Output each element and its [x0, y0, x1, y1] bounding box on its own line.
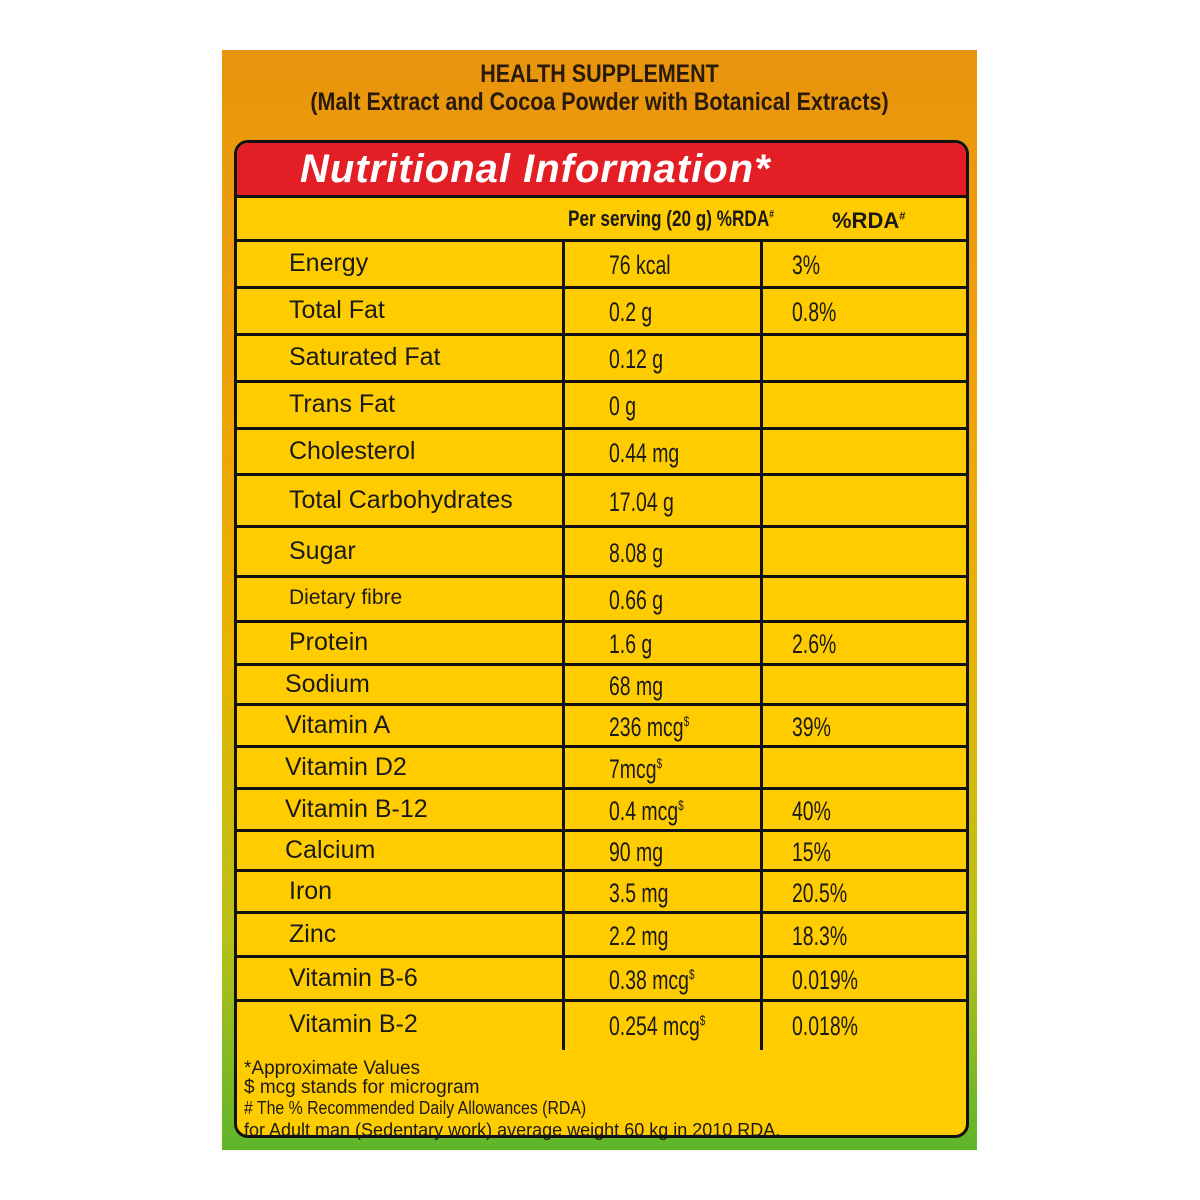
nutrient-rda: 0.019%: [792, 965, 858, 995]
nutrient-rda: 39%: [792, 712, 831, 742]
nutrient-value: [609, 921, 668, 952]
nutrient-rda: 18.3%: [792, 921, 848, 951]
column-divider-1: [562, 242, 565, 1050]
nutrient-value-mark: $: [688, 966, 695, 982]
nutrient-value-text: 0 g: [609, 391, 637, 421]
nutrient-row: [237, 872, 966, 914]
nutrition-title: Nutritional Information*: [300, 147, 771, 191]
nutrient-value-text: 2.2 mg: [609, 921, 669, 951]
nutrient-row: [237, 242, 966, 289]
nutrient-row: [237, 666, 966, 706]
footnote-rda: # The % Recommended Daily Allowances (RDA): [244, 1098, 587, 1118]
nutrient-value-text: 0.4 mcg: [609, 796, 679, 826]
nutrition-title-bar: [237, 143, 966, 198]
nutrient-rda: 15%: [792, 837, 831, 867]
nutrient-row: [237, 578, 966, 623]
nutrient-value: [609, 250, 671, 281]
nutrient-row: [237, 748, 966, 790]
supplement-heading: HEALTH SUPPLEMENT: [480, 60, 719, 88]
nutrient-name: Total Fat: [289, 296, 385, 324]
column-header-rda: [832, 208, 905, 234]
nutrient-value-text: 1.6 g: [609, 629, 653, 659]
nutrient-row: [237, 914, 966, 958]
nutrient-rda: 0.8%: [792, 297, 837, 327]
nutrient-value: [609, 965, 695, 996]
nutrient-value-text: 0.254 mcg: [609, 1011, 700, 1041]
nutrient-name: Zinc: [289, 920, 337, 948]
nutrient-value-text: 0.66 g: [609, 585, 664, 615]
nutrient-value-text: 3.5 mg: [609, 878, 669, 908]
nutrient-value: [609, 878, 668, 909]
nutrient-row: [237, 476, 966, 528]
nutrient-row: [237, 528, 966, 578]
nutrient-row: [237, 383, 966, 430]
nutrient-value: [609, 796, 684, 827]
nutrient-value: [609, 712, 689, 743]
footnote-mcg: $ mcg stands for microgram: [244, 1077, 480, 1098]
nutrient-rda: 20.5%: [792, 878, 848, 908]
nutrient-value-text: 90 mg: [609, 837, 664, 867]
nutrient-name: Trans Fat: [289, 390, 396, 418]
nutrient-name: Vitamin A: [285, 711, 391, 739]
nutrient-name: Total Carbohydrates: [289, 486, 513, 514]
nutrient-value: [609, 837, 663, 868]
nutrient-value-text: 8.08 g: [609, 538, 664, 568]
nutrient-value-text: 17.04 g: [609, 487, 674, 517]
nutrient-name: Iron: [289, 877, 333, 905]
nutrient-value-text: 76 kcal: [609, 250, 671, 280]
column-divider-2: [760, 242, 763, 1050]
nutrient-row: [237, 336, 966, 383]
nutrient-value-text: 0.2 g: [609, 297, 653, 327]
footnote-approximate: *Approximate Values: [244, 1058, 421, 1079]
nutrient-name: Protein: [289, 628, 369, 656]
nutrient-rda: 2.6%: [792, 629, 837, 659]
nutrient-rda: 3%: [792, 250, 821, 280]
nutrient-value-text: 68 mg: [609, 671, 664, 701]
nutrient-value: [609, 629, 652, 660]
nutrient-rda: 0.018%: [792, 1011, 858, 1041]
nutrient-row: [237, 1002, 966, 1050]
nutrient-value: [609, 297, 652, 328]
nutrient-name: Vitamin B-6: [289, 964, 418, 992]
nutrient-name: Vitamin D2: [285, 753, 407, 781]
column-header-serving-mark: #: [769, 208, 774, 221]
nutrient-row: [237, 706, 966, 748]
nutrition-label-panel: [222, 50, 977, 1150]
nutrient-value-mark: $: [699, 1012, 706, 1028]
nutrient-value-text: 236 mcg: [609, 712, 684, 742]
nutrient-value: [609, 344, 663, 375]
nutrient-value: [609, 671, 663, 702]
nutrient-row: [237, 430, 966, 476]
footnote-basis: for Adult man (Sedentary work) average weight 60 kg in 2010 RDA.: [244, 1120, 781, 1140]
nutrient-value: [609, 487, 674, 518]
column-header-rda-text: %RDA: [832, 208, 900, 233]
nutrient-name: Sodium: [285, 670, 370, 698]
nutrient-name: Vitamin B-2: [289, 1010, 418, 1038]
nutrition-table: [234, 140, 969, 1138]
nutrient-name: Dietary fibre: [289, 586, 403, 609]
nutrient-value: [609, 438, 679, 469]
supplement-subheading: (Malt Extract and Cocoa Powder with Botanical Extracts): [310, 88, 889, 116]
nutrient-value-mark: $: [656, 755, 663, 771]
nutrient-value-mark: $: [683, 713, 690, 729]
nutrient-name: Sugar: [289, 537, 356, 565]
nutrient-value: [609, 585, 663, 616]
nutrient-row: [237, 832, 966, 872]
nutrient-name: Saturated Fat: [289, 343, 441, 371]
nutrient-value-text: 0.44 mg: [609, 438, 680, 468]
column-header-rda-mark: #: [899, 210, 906, 223]
nutrient-value-text: 7mcg: [609, 754, 657, 784]
nutrient-name: Calcium: [285, 836, 376, 864]
nutrient-value-mark: $: [678, 797, 684, 813]
column-header-row: [237, 198, 966, 242]
nutrient-value: [609, 391, 636, 422]
nutrient-value: [609, 538, 663, 569]
nutrient-value-text: 0.38 mcg: [609, 965, 689, 995]
nutrient-value: [609, 754, 662, 785]
nutrient-name: Cholesterol: [289, 437, 416, 465]
nutrient-value: [609, 1011, 705, 1042]
nutrient-value-text: 0.12 g: [609, 344, 664, 374]
nutrient-row: [237, 289, 966, 336]
column-header-serving: [568, 206, 774, 232]
column-header-serving-text: Per serving (20 g) %RDA: [568, 206, 770, 231]
nutrient-row: [237, 790, 966, 832]
nutrient-rda: 40%: [792, 796, 831, 826]
nutrient-name: Energy: [289, 249, 369, 277]
nutrient-row: [237, 958, 966, 1002]
nutrient-name: Vitamin B-12: [285, 795, 428, 823]
nutrient-row: [237, 623, 966, 666]
